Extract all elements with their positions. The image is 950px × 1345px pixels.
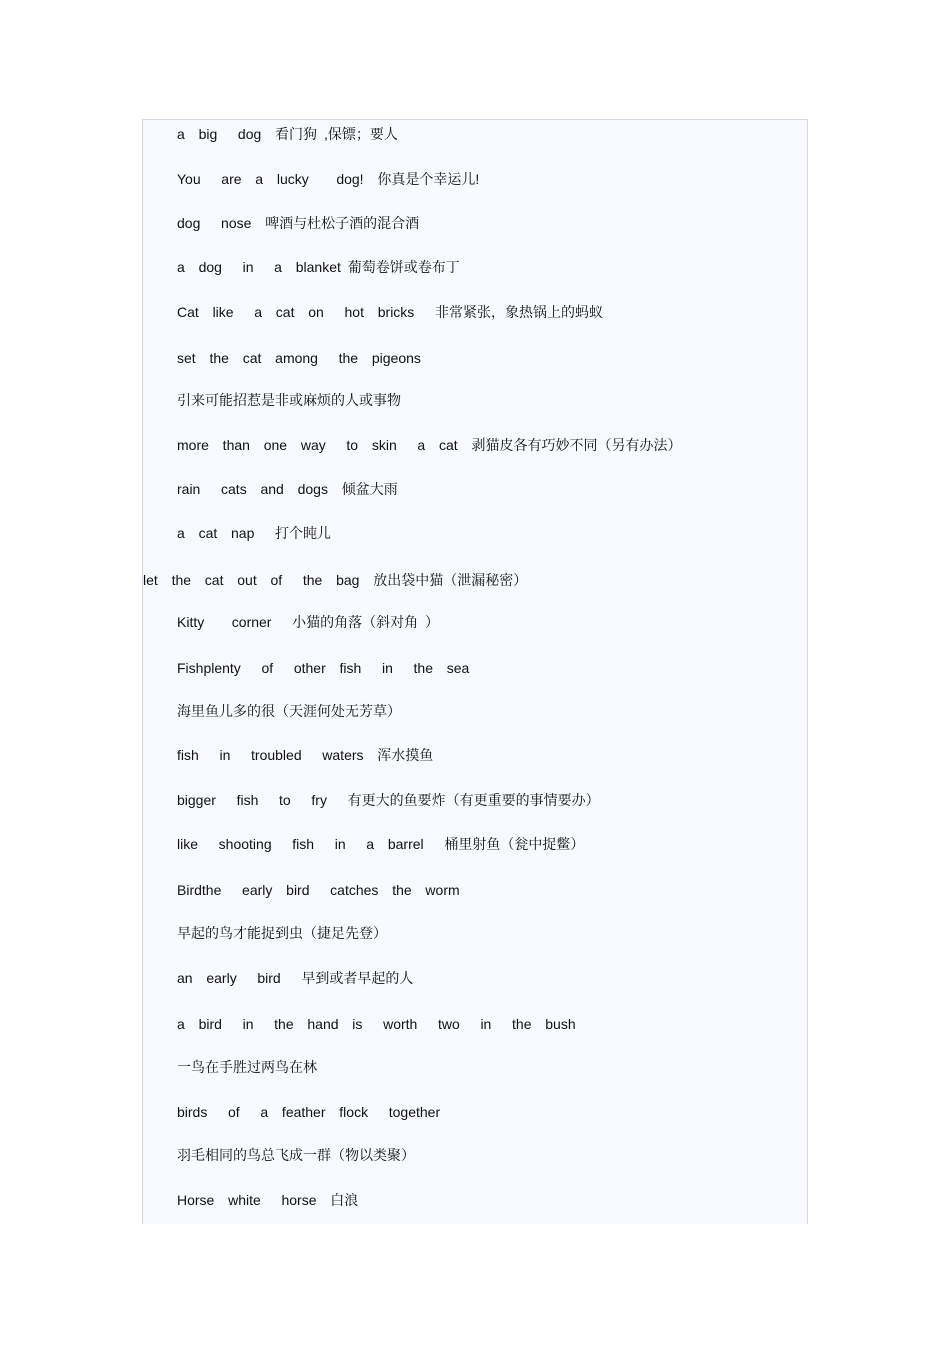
text-line: more than one way to skin a cat 剥猫皮各有巧妙不同（另有办法） bbox=[177, 437, 682, 453]
text-line: 海里鱼儿多的很（天涯何处无芳草） bbox=[177, 703, 401, 719]
text-line: a big dog 看门狗 ,保镖；要人 bbox=[177, 126, 398, 142]
text-line: dog nose 啤酒与杜松子酒的混合酒 bbox=[177, 215, 420, 231]
text-line: birds of a feather flock together bbox=[177, 1104, 441, 1120]
text-line: let the cat out of the bag 放出袋中猫（泄漏秘密） bbox=[143, 572, 528, 588]
text-line: 早起的鸟才能捉到虫（捷足先登） bbox=[177, 925, 387, 941]
text-line: like shooting fish in a barrel 桶里射鱼（瓮中捉鳖） bbox=[177, 836, 585, 852]
text-line: Birdthe early bird catches the worm bbox=[177, 882, 460, 898]
text-line: 羽毛相同的鸟总飞成一群（物以类聚） bbox=[177, 1147, 415, 1163]
text-line: set the cat among the pigeons bbox=[177, 350, 421, 366]
text-line: a dog in a blanket 葡萄卷饼或卷布丁 bbox=[177, 259, 460, 275]
text-line: You are a lucky dog! 你真是个幸运儿! bbox=[177, 171, 480, 187]
text-line: Horse white horse 白浪 bbox=[177, 1192, 359, 1208]
text-line: rain cats and dogs 倾盆大雨 bbox=[177, 481, 398, 497]
text-line: a cat nap 打个盹儿 bbox=[177, 525, 332, 541]
text-line: 引来可能招惹是非或麻烦的人或事物 bbox=[177, 392, 401, 408]
text-line: an early bird 早到或者早起的人 bbox=[177, 970, 414, 986]
text-line: a bird in the hand is worth two in the bush bbox=[177, 1016, 576, 1032]
text-line: Cat like a cat on hot bricks 非常紧张，象热锅上的蚂蚁 bbox=[177, 304, 603, 320]
text-line: Fishplenty of other fish in the sea bbox=[177, 660, 470, 676]
text-line: bigger fish to fry 有更大的鱼要炸（有更重要的事情要办） bbox=[177, 792, 600, 808]
text-line: fish in troubled waters 浑水摸鱼 bbox=[177, 747, 434, 763]
text-line: Kitty corner 小猫的角落（斜对角 ） bbox=[177, 614, 440, 630]
text-line: 一鸟在手胜过两鸟在林 bbox=[177, 1059, 317, 1075]
